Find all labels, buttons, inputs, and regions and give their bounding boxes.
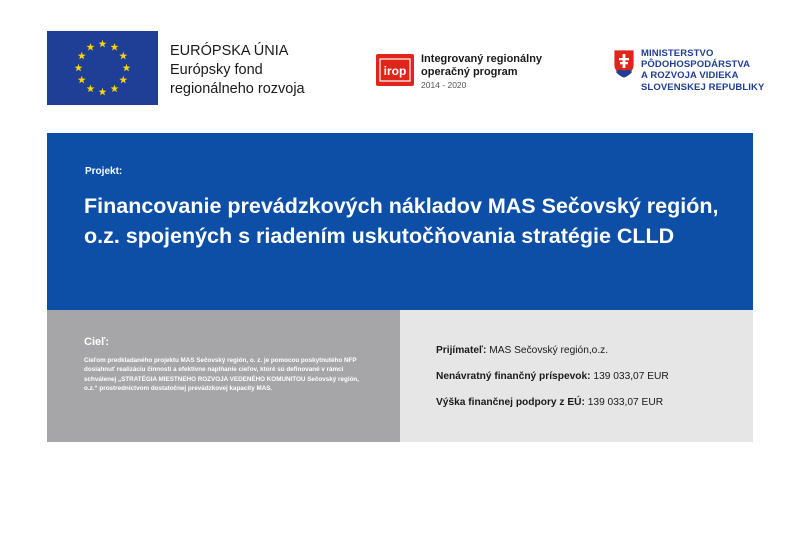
grant-value: 139 033,07 EUR [593,371,669,382]
goal-text: Cieľom predkladaného projektu MAS Sečovský región, o. z. je pomocou poskytnutého NFP dosiahnuť realizáciu činností a efektívne naplňanie cieľov, ktoré sú definované v rámci schválenej „STRATÉGIA MIESTNEHO ROZVOJA VEDENÉHO KOMUNITOU Sečovský región, o.z.“ prostredníctvom dostatočnej prevádzkovej kapacity MAS. [84,357,360,393]
ministry-line-3: A ROZVOJA VIDIEKA [641,70,739,82]
grant-row [436,371,669,382]
eu-star-icon [119,76,127,84]
ministry-line-2: PÔDOHOSPODÁRSTVA [641,59,751,71]
project-title: Financovanie prevádzkových nákladov MAS Sečovský región, o.z. spojených s riadením uskutočňovania stratégie CLLD [84,194,719,248]
irop-line-1: Integrovaný regionálny [421,53,543,65]
eu-support-row [436,397,663,408]
recipient-value: MAS Sečovský región,o.z. [489,345,609,356]
project-banner [47,133,753,310]
goal-label: Cieľ: [84,336,110,348]
ministry-text [641,48,764,93]
ministry-line-4: SLOVENSKEJ REPUBLIKY [641,81,765,93]
slovak-coat-of-arms-icon [613,49,635,79]
eu-star-icon [87,85,95,93]
eu-star-icon [111,43,119,51]
eu-flag-icon [47,31,158,105]
eu-star-icon [119,52,127,60]
eu-star-icon [111,85,119,93]
header-logos [0,0,800,130]
eu-star-icon [123,64,131,72]
eu-fund-text [170,42,305,99]
irop-line-2: operačný program [421,66,518,78]
irop-logo-text: irop [383,64,407,78]
recipient-row [436,345,608,356]
eu-support-value: 139 033,07 EUR [587,397,664,408]
grant-label: Nenávratný finančný príspevok: [436,371,591,382]
eu-star-icon [78,52,86,60]
funding-info-section [400,310,753,442]
eu-line-3: regionálneho rozvoja [170,81,305,97]
project-label: Projekt: [85,166,123,177]
irop-program-text [421,53,542,92]
eu-line-2: Európsky fond [170,62,263,78]
eu-star-icon [99,40,107,48]
eu-star-icon [78,76,86,84]
irop-logo-icon [376,54,414,86]
eu-line-1: EURÓPSKA ÚNIA [170,43,289,59]
eu-star-icon [87,43,95,51]
eu-star-icon [99,88,107,96]
eu-star-icon [75,64,83,72]
ministry-line-1: MINISTERSTVO [641,48,714,59]
recipient-label: Prijímateľ: [436,345,487,356]
goal-section [47,310,400,442]
eu-support-label: Výška finančnej podpory z EÚ: [436,397,585,408]
irop-years: 2014 - 2020 [421,80,467,90]
